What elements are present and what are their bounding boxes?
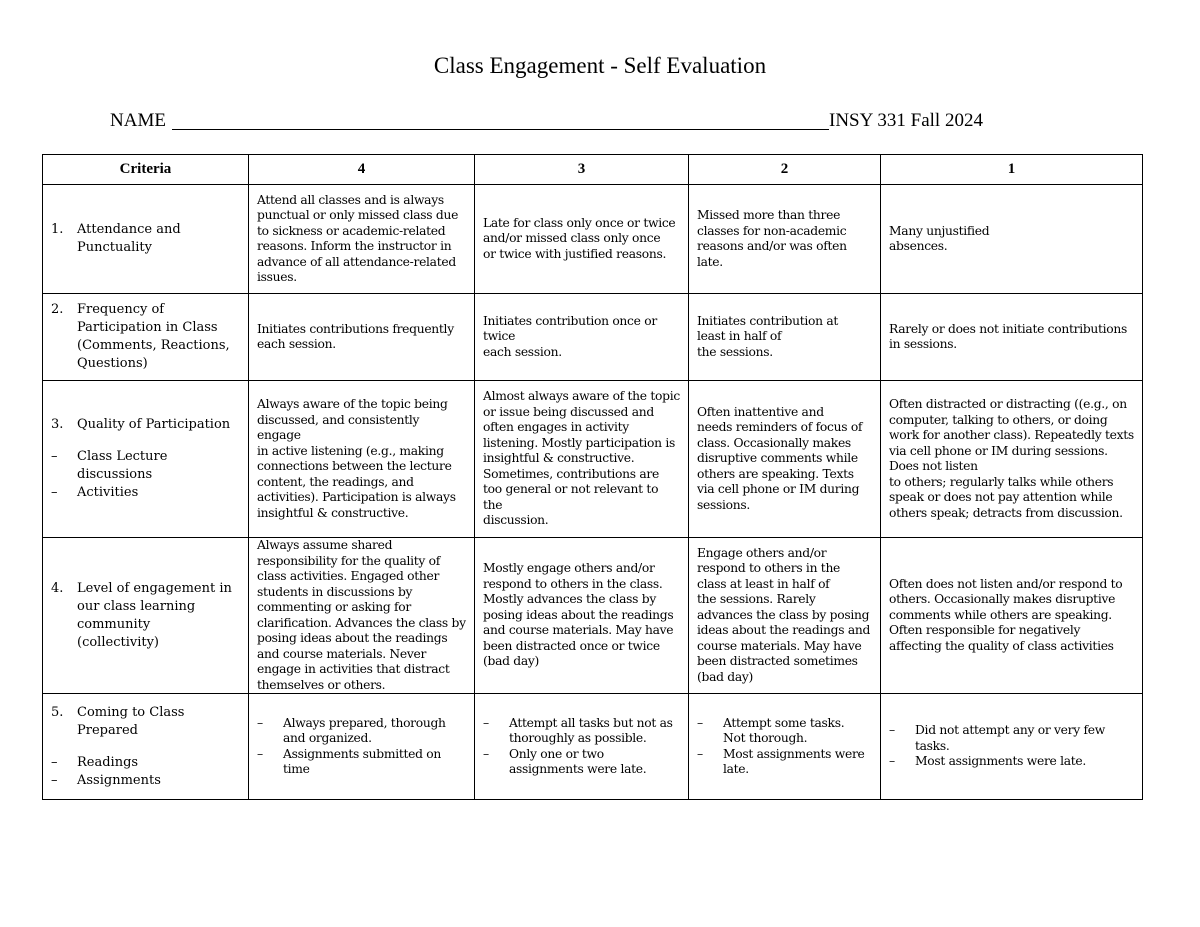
score-4-cell — [249, 294, 475, 381]
descriptor-item: Most assignments were late. — [915, 754, 1087, 769]
score-2-cell — [689, 381, 881, 538]
score-2-cell — [689, 538, 881, 694]
criteria-number: 5. — [51, 704, 64, 720]
criteria-subitem: Assignments — [77, 772, 161, 788]
descriptor-item: Most assignments were late. — [723, 746, 865, 776]
score-4-cell — [249, 694, 475, 800]
descriptor: Rarely or does not initiate contributions in sessions. — [889, 321, 1128, 351]
criteria-subitem: Activities — [77, 485, 139, 500]
score-4-cell — [249, 381, 475, 538]
descriptor-list: – Attempt some tasks. Not thorough. – Most assignments were late. — [697, 715, 865, 776]
descriptor: Engage others and/or respond to others in the class at least in half of the sessions. Rarely advances the class by posing ideas about the readings and course materials. May have been distracted sometimes (bad day) — [697, 545, 871, 684]
header-score-2: 2 — [689, 155, 881, 185]
descriptor: Always assume shared responsibility for the quality of class activities. Engaged other students in discussions by commenting or asking for clarification. Advances the class by posing ideas about the readings and course materials. Never engage in activities that distract themselves or others. — [257, 538, 466, 692]
descriptor: Missed more than three classes for non-academic reasons and/or was often late. — [697, 208, 847, 269]
criteria-cell — [43, 538, 249, 694]
criteria-subitems: – Class Lecture discussions – Activities — [51, 449, 168, 500]
name-line[interactable] — [172, 129, 829, 130]
criteria-label: Level of engagement in our class learning community (collectivity) — [77, 580, 232, 650]
table-row — [43, 538, 1143, 694]
descriptor-item: Did not attempt any or very few tasks. — [915, 723, 1105, 753]
header-criteria: Criteria — [43, 155, 249, 185]
criteria-cell — [43, 294, 249, 381]
criteria-cell — [43, 381, 249, 538]
descriptor-item: Always prepared, thorough and organized. — [283, 715, 446, 745]
score-1-cell — [881, 294, 1143, 381]
descriptor-list: – Did not attempt any or very few tasks. – Most assignments were late. — [889, 723, 1105, 769]
criteria-label: Coming to Class Prepared — [77, 704, 185, 738]
criteria-number: 4. — [51, 580, 64, 596]
name-row — [110, 110, 1015, 134]
descriptor: Often inattentive and needs reminders of focus of class. Occasionally makes disruptive comments while others are speaking. Texts via cell phone or IM during sessions. — [697, 404, 863, 512]
score-1-cell — [881, 694, 1143, 800]
score-2-cell — [689, 294, 881, 381]
score-4-cell — [249, 185, 475, 294]
score-3-cell — [475, 381, 689, 538]
rubric-table — [42, 154, 1143, 800]
criteria-cell — [43, 185, 249, 294]
descriptor-item: Attempt all tasks but not as thoroughly as possible. — [509, 715, 673, 745]
table-row — [43, 694, 1143, 800]
score-3-cell — [475, 294, 689, 381]
score-4-cell — [249, 538, 475, 694]
score-3-cell — [475, 185, 689, 294]
header-score-1: 1 — [881, 155, 1143, 185]
criteria-number: 1. — [51, 222, 64, 237]
table-row — [43, 294, 1143, 381]
table-row — [43, 185, 1143, 294]
header-score-4: 4 — [249, 155, 475, 185]
score-3-cell — [475, 538, 689, 694]
descriptor-list: – Attempt all tasks but not as thoroughly as possible. – Only one or two assignments were late. — [483, 715, 673, 776]
name-label: NAME — [110, 110, 166, 131]
descriptor-item: Only one or two assignments were late. — [509, 746, 647, 776]
descriptor: Initiates contribution at least in half of the sessions. — [697, 313, 838, 359]
descriptor: Initiates contributions frequently each session. — [257, 321, 454, 351]
score-2-cell — [689, 185, 881, 294]
descriptor-list: – Always prepared, thorough and organized. – Assignments submitted on time — [257, 715, 446, 776]
header-score-3: 3 — [475, 155, 689, 185]
score-1-cell — [881, 185, 1143, 294]
descriptor: Attend all classes and is always punctual or only missed class due to sickness or academic-related reasons. Inform the instructor in advance of all attendance-related issues. — [257, 192, 459, 284]
criteria-label: Quality of Participation — [77, 417, 231, 432]
criteria-label: Frequency of Participation in Class (Comments, Reactions, Questions) — [77, 302, 230, 371]
criteria-label: Attendance and Punctuality — [77, 222, 181, 255]
descriptor: Mostly engage others and/or respond to others in the class. Mostly advances the class by posing ideas about the readings and course materials. May have been distracted once or twice (bad day) — [483, 561, 674, 669]
descriptor: Initiates contribution once or twice each session. — [483, 313, 657, 359]
criteria-subitem: Class Lecture discussions — [77, 449, 168, 482]
page-title: Class Engagement - Self Evaluation — [433, 53, 767, 78]
criteria-number: 2. — [51, 302, 64, 317]
descriptor: Late for class only once or twice and/or missed class only once or twice with justified reasons. — [483, 215, 676, 261]
criteria-subitem: Readings — [77, 754, 139, 770]
criteria-cell — [43, 694, 249, 800]
descriptor: Often distracted or distracting ((e.g., on computer, talking to others, or doing work for another class). Repeatedly texts via cell phone or IM during sessions. Does not listen to others; regularly talks while others speak or does not pay attention while others speak; detracts from discussion. — [889, 397, 1134, 520]
table-row — [43, 381, 1143, 538]
descriptor: Always aware of the topic being discussed, and consistently engage in active listening (e.g., making connections between the lecture content, the readings, and activities). Participation is always insightful & constructive. — [257, 397, 456, 520]
score-1-cell — [881, 538, 1143, 694]
criteria-number: 3. — [51, 417, 64, 432]
descriptor: Often does not listen and/or respond to others. Occasionally makes disruptive comments while others are speaking. Often responsible for negatively affecting the quality of class activities — [889, 576, 1123, 653]
descriptor: Almost always aware of the topic or issue being discussed and often engages in activity listening. Mostly participation is insightful & constructive. Sometimes, contributions are too general or not relevant to the discussion. — [483, 389, 680, 528]
score-1-cell — [881, 381, 1143, 538]
descriptor-item: Attempt some tasks. Not thorough. — [723, 715, 845, 745]
score-2-cell — [689, 694, 881, 800]
course-label: INSY 331 Fall 2024 — [829, 110, 983, 131]
descriptor: Many unjustified absences. — [889, 223, 990, 253]
score-3-cell — [475, 694, 689, 800]
descriptor-item: Assignments submitted on time — [283, 746, 442, 776]
header-row — [43, 155, 1143, 185]
criteria-subitems: – Readings – Assignments — [51, 754, 161, 788]
